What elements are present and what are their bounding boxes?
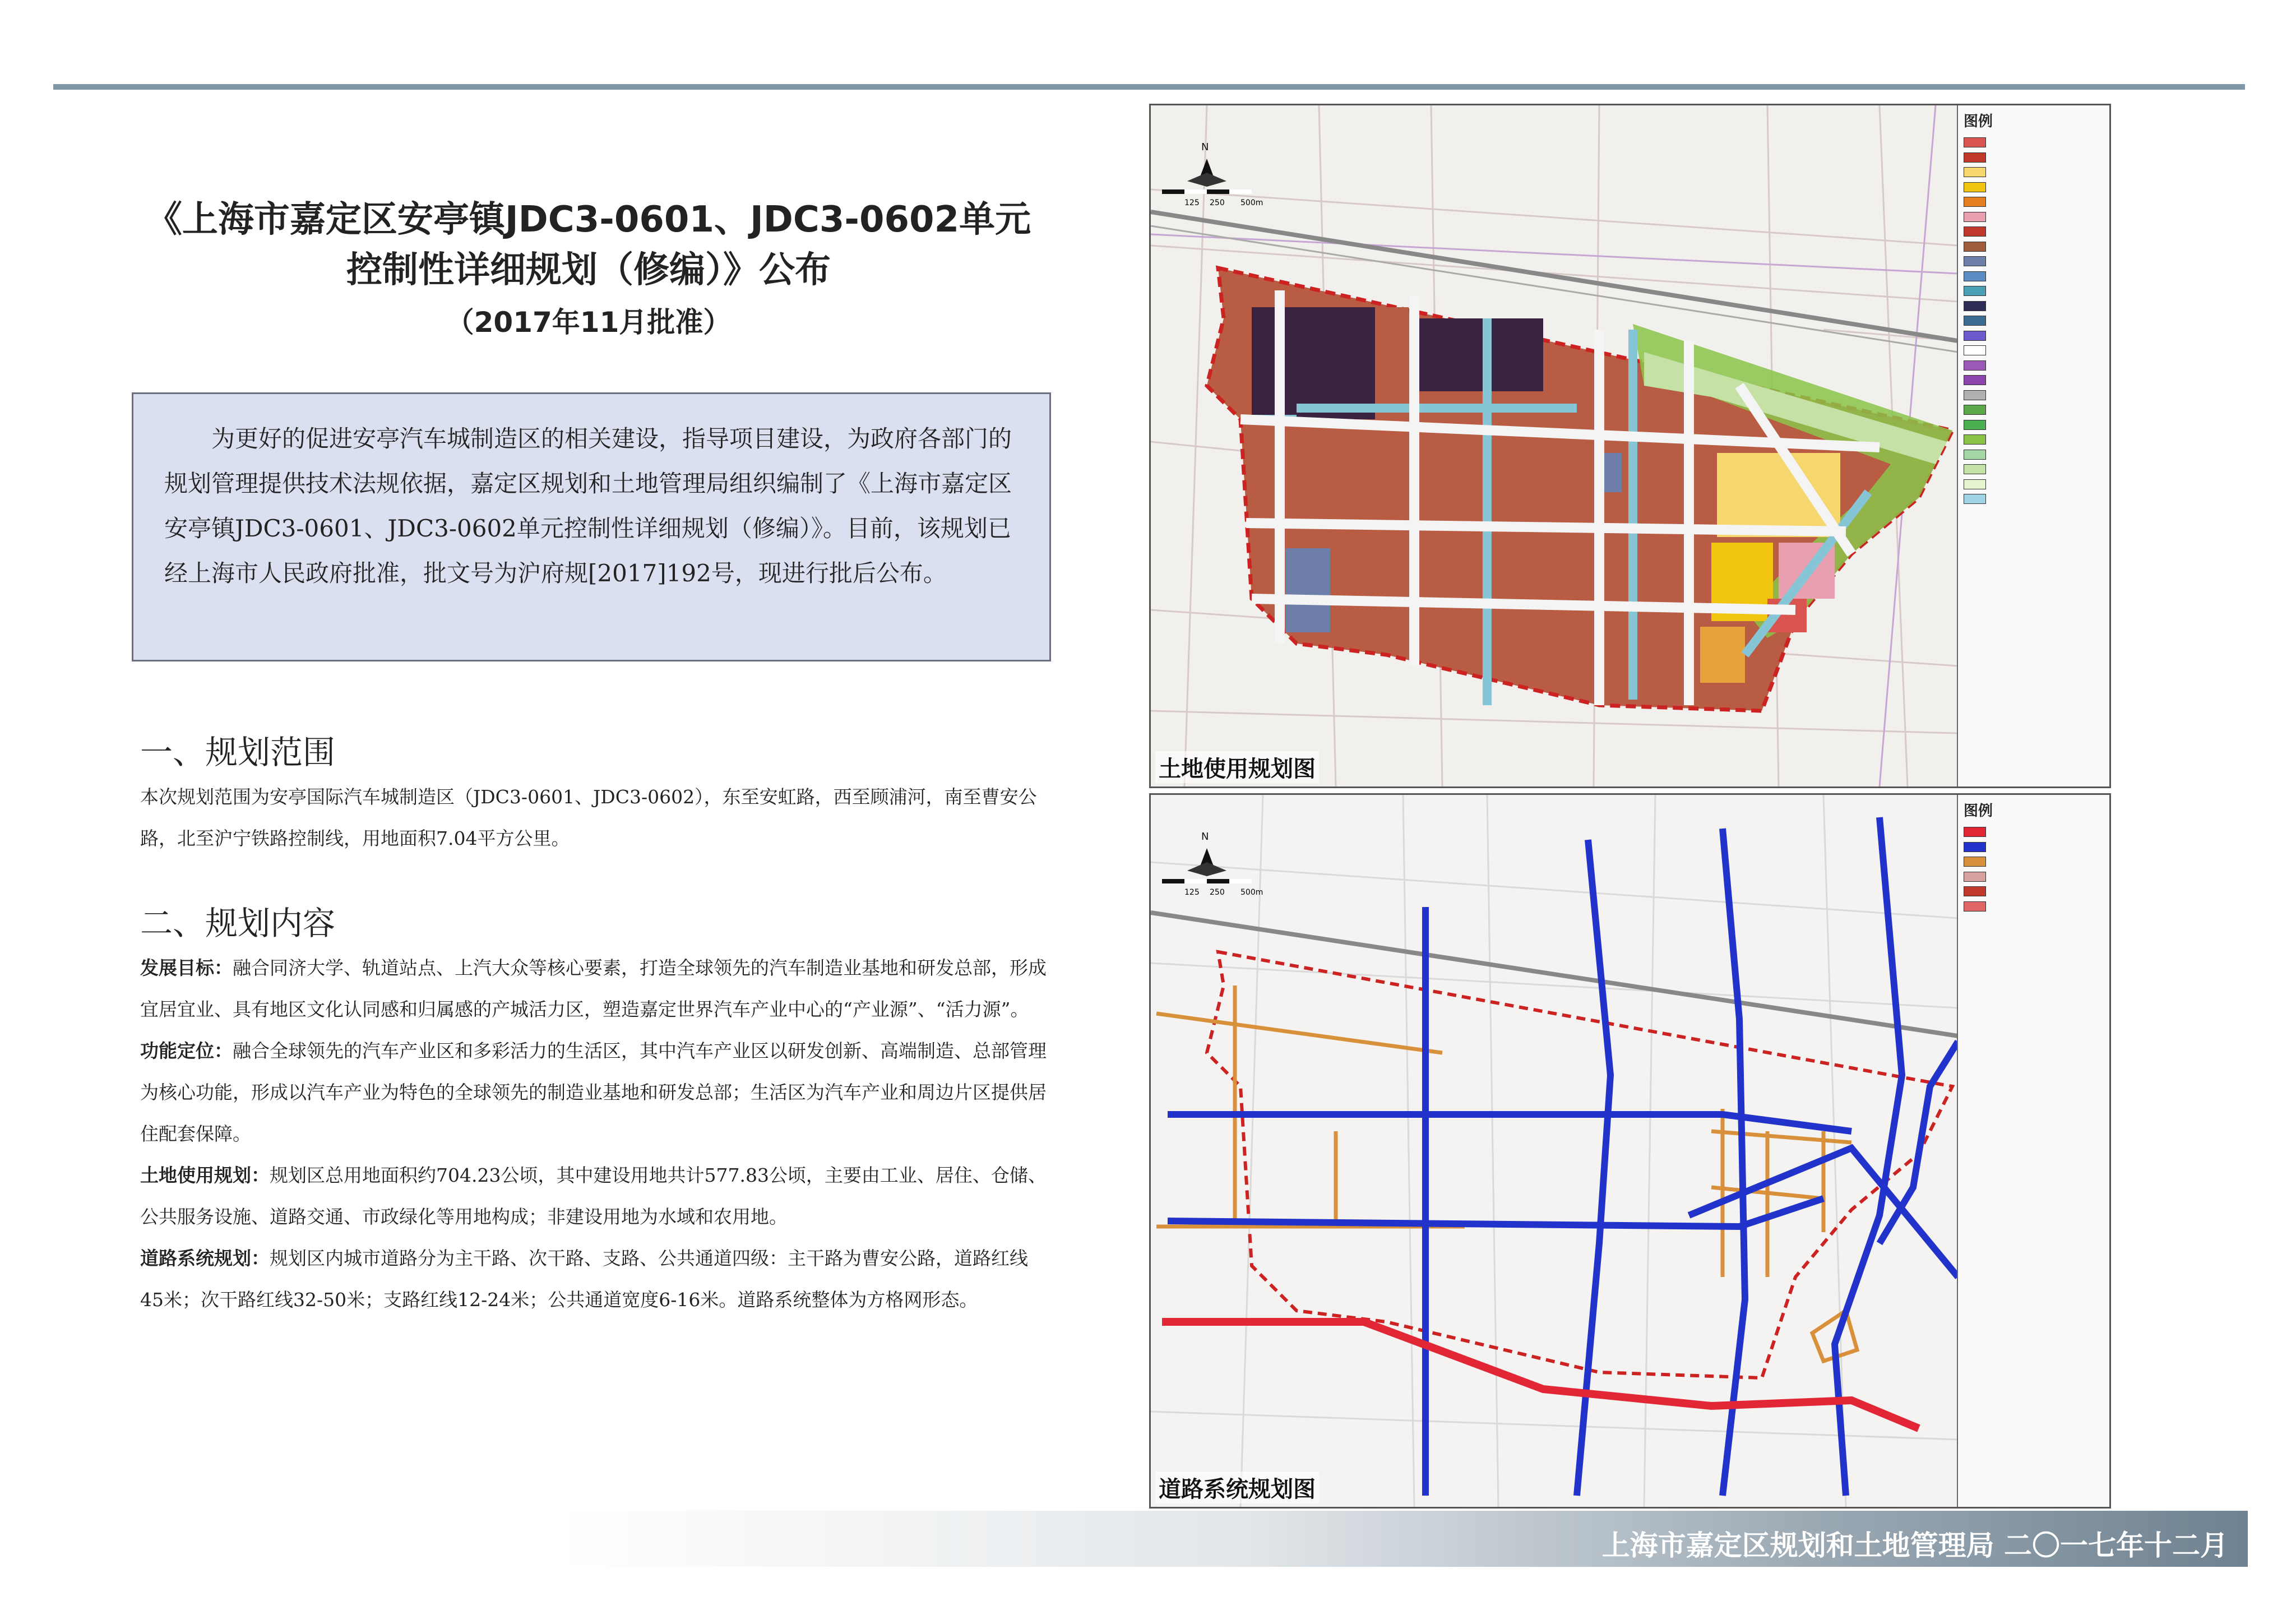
legend-swatch	[1964, 182, 1986, 192]
scale-label: 500m	[1240, 888, 1263, 897]
legend-item	[1958, 224, 2109, 239]
legend-item	[1958, 135, 2109, 150]
legend-swatch	[1964, 256, 1986, 266]
footer-bar	[561, 1511, 2248, 1567]
legend-item	[1958, 210, 2109, 225]
legend-swatch	[1964, 857, 1986, 867]
legend-item	[1958, 313, 2109, 328]
scale-label: 125	[1184, 198, 1200, 207]
scale-label: 250	[1210, 888, 1225, 897]
legend-item	[1958, 269, 2109, 284]
legend-swatch	[1964, 360, 1986, 371]
legend-title: 图例	[1964, 803, 1993, 820]
land-use-map	[1149, 104, 2111, 788]
scale-label: 500m	[1240, 198, 1263, 207]
legend-swatch	[1964, 375, 1986, 385]
legend-swatch	[1964, 827, 1986, 837]
scale-label: 250	[1210, 198, 1225, 207]
legend-swatch	[1964, 464, 1986, 474]
legend-item	[1958, 299, 2109, 314]
legend-item	[1958, 492, 2109, 507]
legend-swatch	[1964, 197, 1986, 207]
legend-item	[1958, 343, 2109, 358]
legend-item	[1958, 840, 2109, 855]
section2-content	[140, 947, 1048, 1321]
legend-item	[1958, 825, 2109, 840]
page-title-line1: 《上海市嘉定区安亭镇JDC3-0601、JDC3-0602单元	[146, 199, 1031, 240]
page-title-line2: 控制性详细规划（修编）》公布	[346, 249, 831, 291]
legend-swatch	[1964, 212, 1986, 222]
legend-swatch	[1964, 242, 1986, 252]
top-rule	[53, 84, 2245, 90]
section1-text: 本次规划范围为安亭国际汽车城制造区（JDC3-0601、JDC3-0602），东至安虹路，西至顾浦河，南至曹安公路，北至沪宁铁路控制线，用地面积7.04平方公里。	[140, 786, 1037, 849]
content-item: 道路系统规划：规划区内城市道路分为主干路、次干路、支路、公共通道四级：主干路为曹安公路，道路红线45米；次干路红线32-50米；支路红线12-24米；公共通道宽度6-16米。道路系统整体为方格网形态。	[140, 1247, 1028, 1311]
legend-swatch	[1964, 494, 1986, 504]
road-system-map-graphic	[1151, 795, 1958, 1507]
legend-item	[1958, 462, 2109, 477]
north-label: N	[1201, 831, 1209, 843]
road-legend	[1957, 795, 2109, 1507]
land-use-legend	[1957, 105, 2109, 786]
legend-item	[1958, 477, 2109, 492]
land-use-map-graphic	[1151, 105, 1958, 786]
legend-item	[1958, 254, 2109, 269]
legend-item	[1958, 432, 2109, 447]
content-item: 功能定位：融合全球领先的汽车产业区和多彩活力的生活区，其中汽车产业区以研发创新、高端制造、总部管理为核心功能，形成以汽车产业为特色的全球领先的制造业基地和研发总部；生活区为汽车产业和周边片区提供居住配套保障。	[140, 1040, 1047, 1145]
legend-item	[1958, 358, 2109, 373]
scale-label: 125	[1184, 888, 1200, 897]
legend-swatch	[1964, 316, 1986, 326]
legend-swatch	[1964, 137, 1986, 147]
legend-item	[1958, 150, 2109, 165]
legend-item	[1958, 195, 2109, 210]
north-label: N	[1201, 141, 1209, 153]
section2-heading: 二、规划内容	[140, 904, 336, 942]
intro-box: 为更好的促进安亭汽车城制造区的相关建设，指导项目建设，为政府各部门的规划管理提供技术法规依据，嘉定区规划和土地管理局组织编制了《上海市嘉定区安亭镇JDC3-0601、JDC3-0602单元控制性详细规划（修编）》。目前，该规划已经上海市人民政府批准，批文号为沪府规[2017]192号，现进行批后公布。	[132, 392, 1051, 661]
legend-swatch	[1964, 152, 1986, 163]
legend-item	[1958, 402, 2109, 418]
legend-title: 图例	[1964, 113, 1993, 130]
legend-item	[1958, 373, 2109, 388]
road-system-map	[1149, 793, 2111, 1509]
legend-item	[1958, 899, 2109, 914]
land-use-map-label: 土地使用规划图	[1155, 751, 1319, 783]
legend-swatch	[1964, 390, 1986, 400]
legend-swatch	[1964, 405, 1986, 415]
road-system-map-label: 道路系统规划图	[1155, 1472, 1319, 1503]
legend-swatch	[1964, 420, 1986, 430]
footer-text: 上海市嘉定区规划和土地管理局 二〇一七年十二月	[1601, 1529, 2228, 1562]
legend-swatch	[1964, 226, 1986, 237]
legend-swatch	[1964, 886, 1986, 896]
legend-item	[1958, 869, 2109, 885]
legend-item	[1958, 165, 2109, 180]
legend-swatch	[1964, 301, 1986, 311]
legend-item	[1958, 328, 2109, 344]
page-title-date: （2017年11月批准）	[446, 306, 732, 339]
legend-item	[1958, 388, 2109, 403]
legend-swatch	[1964, 901, 1986, 912]
legend-item	[1958, 447, 2109, 462]
content-item: 发展目标：融合同济大学、轨道站点、上汽大众等核心要素，打造全球领先的汽车制造业基地和研发总部，形成宜居宜业、具有地区文化认同感和归属感的产城活力区，塑造嘉定世界汽车产业中心的“产业源”、“活力源”。	[140, 957, 1047, 1020]
legend-swatch	[1964, 479, 1986, 489]
legend-item	[1958, 854, 2109, 869]
legend-swatch	[1964, 434, 1986, 445]
legend-item	[1958, 284, 2109, 299]
legend-swatch	[1964, 872, 1986, 882]
legend-swatch	[1964, 271, 1986, 281]
legend-swatch	[1964, 450, 1986, 460]
legend-item	[1958, 180, 2109, 195]
legend-swatch	[1964, 167, 1986, 177]
legend-swatch	[1964, 842, 1986, 852]
legend-item	[1958, 239, 2109, 255]
legend-item	[1958, 884, 2109, 899]
legend-swatch	[1964, 345, 1986, 355]
content-item: 土地使用规划：规划区总用地面积约704.23公顷，其中建设用地共计577.83公顷，主要由工业、居住、仓储、公共服务设施、道路交通、市政绿化等用地构成；非建设用地为水域和农用地。	[140, 1164, 1047, 1228]
legend-swatch	[1964, 286, 1986, 296]
legend-item	[1958, 418, 2109, 433]
legend-swatch	[1964, 331, 1986, 341]
section1-heading: 一、规划范围	[140, 733, 336, 771]
